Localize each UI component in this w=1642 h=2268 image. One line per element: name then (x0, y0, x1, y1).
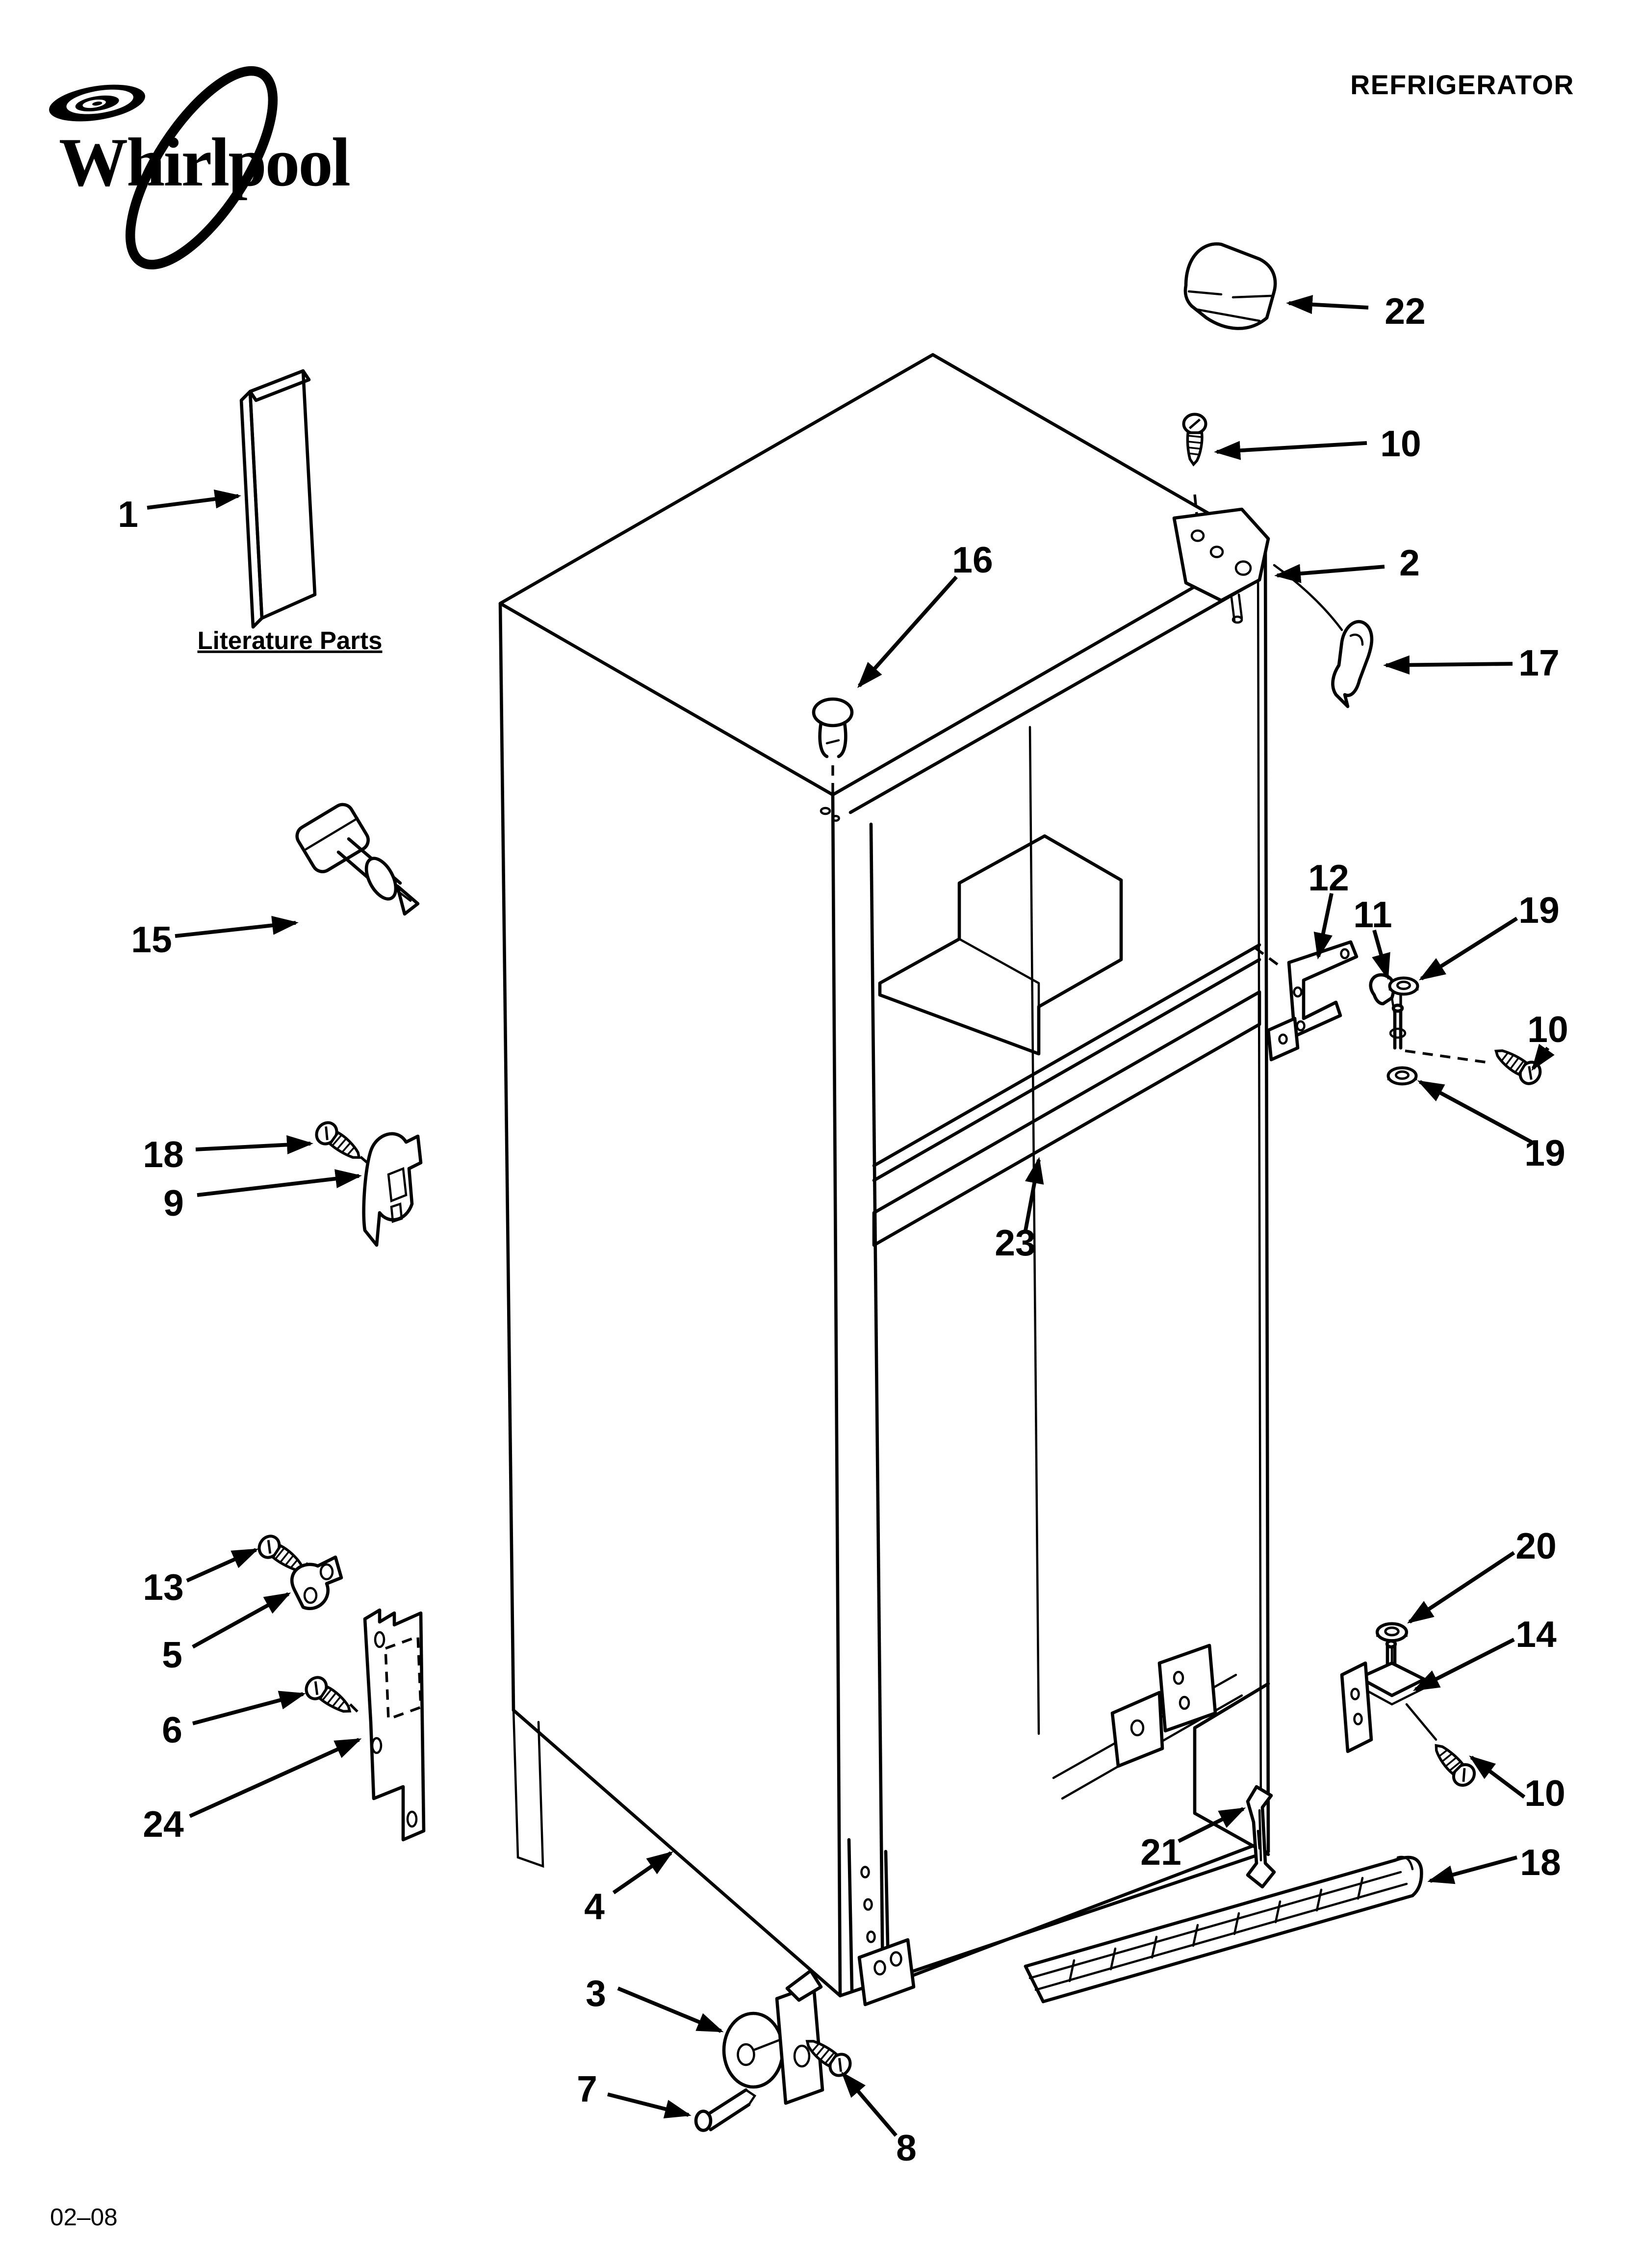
part-callout-13: 13 (143, 1566, 184, 1608)
part-15-roller-shaft (293, 801, 418, 914)
part-callout-11: 11 (1353, 894, 1392, 936)
part-10-screw-bottom (1428, 1739, 1479, 1790)
part-callout-15: 15 (131, 919, 172, 961)
part-callout-14: 14 (1515, 1614, 1557, 1655)
part-18-screw-left (312, 1119, 366, 1165)
part-14-bracket (1342, 1641, 1424, 1751)
part-callout-16: 16 (952, 539, 993, 580)
part-2-hinge-plate (1174, 509, 1268, 623)
part-callout-7: 7 (577, 2068, 597, 2110)
part-callout-10-bottom: 10 (1524, 1773, 1565, 1814)
part-callout-3: 3 (586, 1973, 606, 2014)
part-callout-22: 22 (1385, 290, 1426, 332)
part-callout-9: 9 (163, 1182, 184, 1224)
part-19-washer-lower (1388, 1068, 1416, 1084)
part-callout-20: 20 (1515, 1525, 1557, 1566)
part-10-screw-top (1184, 415, 1206, 465)
whirlpool-swirl-icon (47, 78, 148, 127)
part-16-plug (814, 699, 852, 756)
part-callout-23: 23 (995, 1222, 1036, 1263)
part-callout-17: 17 (1518, 642, 1560, 683)
literature-caption: Literature Parts (197, 626, 383, 654)
part-callout-1: 1 (118, 494, 138, 535)
part-callout-2: 2 (1399, 542, 1420, 583)
part-callout-10-right: 10 (1527, 1009, 1568, 1050)
part-callout-19-upper: 19 (1518, 889, 1560, 931)
part-19-washer-upper (1390, 978, 1418, 994)
part-9-clip (364, 1134, 421, 1245)
part-18-grille (1026, 1857, 1421, 2002)
part-23-center-rail (874, 992, 1259, 1245)
part-7-axle (696, 2090, 755, 2131)
part-callout-12: 12 (1308, 857, 1349, 899)
literature-parts-figure (198, 371, 383, 654)
part-callout-18-left: 18 (143, 1134, 184, 1175)
part-callout-8: 8 (896, 2127, 917, 2168)
part-callout-5: 5 (162, 1634, 182, 1675)
page-title: REFRIGERATOR (1350, 70, 1574, 100)
part-callout-6: 6 (162, 1709, 182, 1750)
freezer-floor-step (880, 836, 1121, 1054)
part-callout-19-lower: 19 (1524, 1132, 1565, 1173)
brand-wordmark: Whirlpool (59, 124, 349, 201)
part-3-roller (724, 1971, 822, 2103)
part-callout-21: 21 (1140, 1831, 1181, 1873)
part-20-washer (1377, 1624, 1407, 1641)
part-callout-24: 24 (143, 1803, 184, 1845)
part-callout-4: 4 (584, 1886, 605, 1927)
part-21-clip (1248, 1787, 1274, 1887)
date-code: 02–08 (50, 2204, 118, 2231)
part-6-screw (302, 1674, 356, 1720)
whirlpool-logo (47, 50, 350, 286)
part-24-plate (365, 1610, 424, 1840)
part-callout-10-top: 10 (1380, 423, 1421, 464)
callout-arrows (147, 303, 1548, 2136)
part-12-bracket (1268, 942, 1357, 1060)
refrigerator-cabinet (500, 355, 1268, 2005)
part-22-cover (1185, 244, 1275, 328)
part-17-clip (1333, 622, 1371, 706)
assembly-leader-lines (306, 495, 1489, 1740)
part-callout-18-bottom: 18 (1520, 1842, 1561, 1883)
